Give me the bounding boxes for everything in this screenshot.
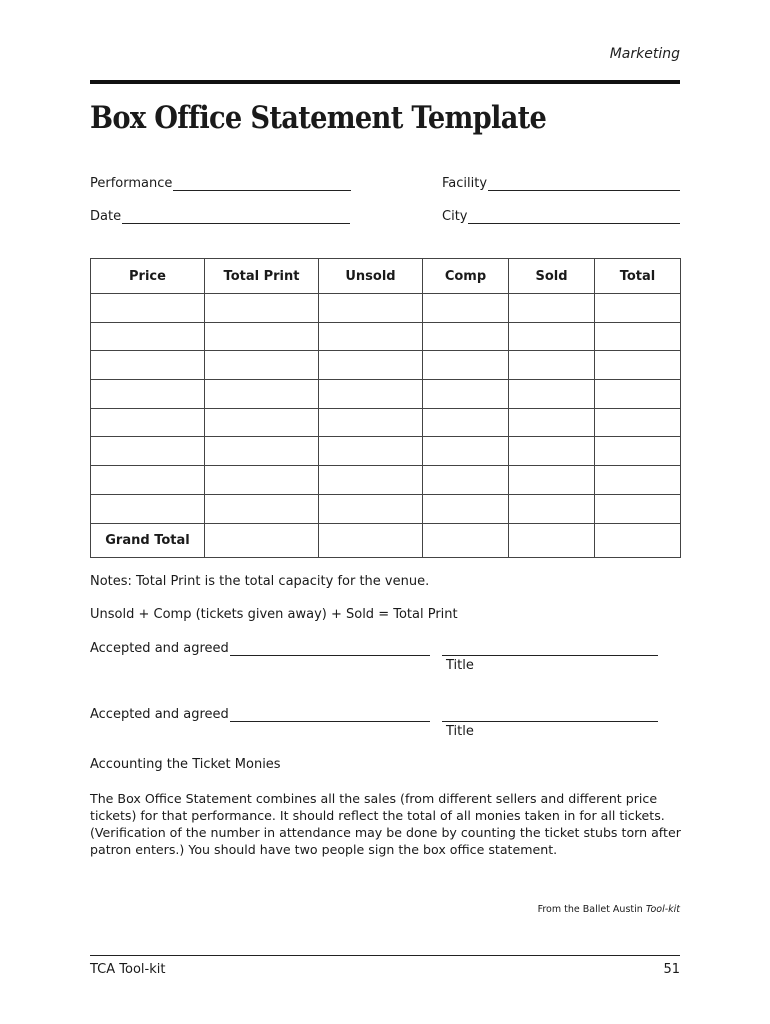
table-cell[interactable] — [509, 437, 595, 466]
table-cell[interactable] — [423, 466, 509, 495]
footer-rule — [90, 955, 680, 956]
col-comp: Comp — [423, 259, 509, 294]
table-cell[interactable] — [319, 294, 423, 323]
table-cell[interactable] — [205, 322, 319, 351]
city-field[interactable] — [442, 209, 680, 224]
table-cell[interactable] — [91, 437, 205, 466]
table-cell[interactable] — [319, 437, 423, 466]
facility-field[interactable] — [442, 176, 680, 191]
table-cell[interactable] — [91, 351, 205, 380]
table-cell[interactable] — [205, 494, 319, 523]
table-row — [91, 494, 681, 523]
table-cell[interactable] — [595, 408, 681, 437]
table-cell[interactable] — [205, 437, 319, 466]
table-row — [91, 351, 681, 380]
col-total: Total — [595, 259, 681, 294]
table-cell[interactable] — [91, 466, 205, 495]
source-credit — [538, 904, 680, 915]
col-unsold: Unsold — [319, 259, 423, 294]
page-title: Box Office Statement Template — [90, 100, 547, 136]
signature-2-line[interactable] — [230, 707, 430, 722]
table-cell[interactable] — [205, 380, 319, 409]
accounting-heading: Accounting the Ticket Monies — [90, 757, 281, 772]
grand-total-label: Grand Total — [91, 523, 205, 557]
header-rule — [90, 80, 680, 84]
table-cell[interactable] — [595, 494, 681, 523]
table-cell[interactable] — [205, 351, 319, 380]
table-cell[interactable] — [319, 523, 423, 557]
table-cell[interactable] — [509, 523, 595, 557]
table-cell[interactable] — [509, 494, 595, 523]
table-cell[interactable] — [595, 351, 681, 380]
date-line[interactable] — [122, 209, 350, 224]
section-label: Marketing — [609, 46, 680, 62]
signature-2-label: Accepted and agreed — [90, 707, 229, 722]
table-cell[interactable] — [423, 523, 509, 557]
grand-total-row — [91, 523, 681, 557]
table-row — [91, 380, 681, 409]
table-cell[interactable] — [91, 380, 205, 409]
table-cell[interactable] — [509, 380, 595, 409]
date-field[interactable] — [90, 209, 350, 224]
city-label: City — [442, 209, 468, 224]
table-cell[interactable] — [595, 322, 681, 351]
table-cell[interactable] — [91, 408, 205, 437]
credit-prefix: From the Ballet Austin — [537, 904, 646, 915]
table-header-row — [91, 259, 681, 294]
notes-line-2: Unsold + Comp (tickets given away) + Sold = Total Print — [90, 607, 458, 622]
table-cell[interactable] — [319, 494, 423, 523]
table-cell[interactable] — [423, 437, 509, 466]
facility-label: Facility — [442, 176, 488, 191]
credit-italic: Tool-kit — [645, 904, 680, 915]
table-row — [91, 408, 681, 437]
col-total-print: Total Print — [205, 259, 319, 294]
page-number: 51 — [663, 962, 680, 977]
table-cell[interactable] — [319, 380, 423, 409]
table-cell[interactable] — [595, 380, 681, 409]
table-cell[interactable] — [205, 294, 319, 323]
table-cell[interactable] — [595, 466, 681, 495]
table-row — [91, 466, 681, 495]
performance-label: Performance — [90, 176, 173, 191]
table-cell[interactable] — [91, 322, 205, 351]
title-1-label: Title — [446, 658, 474, 673]
notes-line-1: Notes: Total Print is the total capacity for the venue. — [90, 574, 430, 589]
signature-1-label: Accepted and agreed — [90, 641, 229, 656]
table-cell[interactable] — [423, 380, 509, 409]
performance-field[interactable] — [90, 176, 351, 191]
table-cell[interactable] — [509, 294, 595, 323]
table-cell[interactable] — [423, 408, 509, 437]
table-cell[interactable] — [91, 494, 205, 523]
table-cell[interactable] — [423, 494, 509, 523]
table-cell[interactable] — [91, 294, 205, 323]
table-cell[interactable] — [319, 466, 423, 495]
table-cell[interactable] — [319, 351, 423, 380]
col-sold: Sold — [509, 259, 595, 294]
table-row — [91, 294, 681, 323]
table-cell[interactable] — [205, 523, 319, 557]
city-line[interactable] — [468, 209, 680, 224]
signature-1-field[interactable] — [90, 641, 430, 656]
footer-left: TCA Tool-kit — [90, 962, 166, 977]
performance-line[interactable] — [173, 176, 351, 191]
table-cell[interactable] — [595, 523, 681, 557]
table-cell[interactable] — [319, 322, 423, 351]
date-label: Date — [90, 209, 122, 224]
table-cell[interactable] — [423, 322, 509, 351]
table-cell[interactable] — [319, 408, 423, 437]
table-row — [91, 322, 681, 351]
table-cell[interactable] — [205, 466, 319, 495]
table-cell[interactable] — [509, 322, 595, 351]
title-2-line[interactable] — [442, 721, 658, 722]
accounting-paragraph: The Box Office Statement combines all the sales (from different sellers and different price tickets) for that performance. It should reflect the total of all monies taken in for all tickets. (Verification of the number in attendance may be done by counting the ticket stubs torn after patron enters.) You should have two people sign the box office statement. — [90, 791, 681, 857]
table-cell[interactable] — [205, 408, 319, 437]
table-row — [91, 437, 681, 466]
title-1-line[interactable] — [442, 655, 658, 656]
col-price: Price — [91, 259, 205, 294]
table-cell[interactable] — [423, 351, 509, 380]
title-2-label: Title — [446, 724, 474, 739]
table-cell[interactable] — [509, 408, 595, 437]
signature-1-line[interactable] — [230, 641, 430, 656]
signature-2-field[interactable] — [90, 707, 430, 722]
table-cell[interactable] — [423, 294, 509, 323]
table-cell[interactable] — [595, 294, 681, 323]
statement-table — [90, 258, 681, 558]
table-cell[interactable] — [595, 437, 681, 466]
facility-line[interactable] — [488, 176, 680, 191]
table-cell[interactable] — [509, 466, 595, 495]
table-cell[interactable] — [509, 351, 595, 380]
